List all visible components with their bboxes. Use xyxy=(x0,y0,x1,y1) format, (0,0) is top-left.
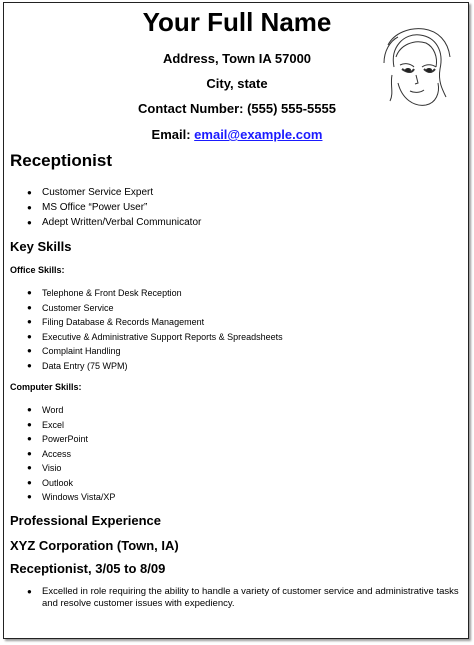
bullet-dot-icon: ● xyxy=(27,434,32,443)
bullet-dot-icon: ● xyxy=(27,477,32,487)
bullet-dot-icon: ● xyxy=(27,188,32,197)
bullet-dot-icon: ● xyxy=(27,419,32,429)
experience-bullet: Excelled in role requiring the ability to handle a variety of customer service and administrative tasks and resolve customer issues with expediency. xyxy=(42,586,459,609)
contact-number: Contact Number: (555) 555-5555 xyxy=(138,101,336,116)
bullet-dot-icon: ● xyxy=(27,302,32,312)
bullet-dot-icon: ● xyxy=(27,463,32,472)
bullet-dot-icon: ● xyxy=(27,203,32,212)
bullet-dot-icon: ● xyxy=(27,317,32,327)
bullet-dot-icon: ● xyxy=(27,288,32,297)
computer-skills-label: Computer Skills: xyxy=(10,382,82,392)
email-label: Email: xyxy=(151,127,191,142)
bullet-dot-icon: ● xyxy=(27,587,32,596)
resume-page: Your Full Name Address, Town IA 57000 City, state Contact Number: (555) 555-5555 Email: email@example.com Receptionist ● Customer Service Expert ● MS Office “Power User” ● Adept Written/Verbal Communicator Key Skills Office Skills: ● Telephone & Front Desk Reception ● Customer Service ● Filing Database & Records Management ● Executive & Administrative Support Reports & Spreadsheets ● Complaint Handling ● Data Entry (75 WPM) Computer Skills: ● Word ● Excel ● PowerPoint ● Access ● Visio ● Outlook ● Windows Vista/XP Professional Experience XYZ Corporation (Town, IA) Receptionist, 3/05 to 8/09 ● Excelled in role requiring the ability to handle a variety of customer service and administrative tasks and resolve customer issues with expediency. xyxy=(3,2,469,639)
address-line: Address, Town IA 57000 xyxy=(162,51,312,66)
experience-heading: Professional Experience xyxy=(10,513,162,528)
email-line xyxy=(4,127,470,142)
bullet-dot-icon: ● xyxy=(27,346,32,356)
full-name: Your Full Name xyxy=(142,7,332,37)
sketch-portrait-icon xyxy=(380,27,452,109)
office-skills-label: Office Skills: xyxy=(10,265,65,275)
company-line: XYZ Corporation (Town, IA) xyxy=(10,538,179,553)
role-line: Receptionist, 3/05 to 8/09 xyxy=(10,561,166,576)
bullet-dot-icon: ● xyxy=(27,492,32,501)
bullet-dot-icon: ● xyxy=(27,331,32,341)
bullet-dot-icon: ● xyxy=(27,448,32,458)
bullet-dot-icon: ● xyxy=(27,405,32,414)
bullet-dot-icon: ● xyxy=(27,218,32,227)
city-line: City, state xyxy=(206,76,268,91)
bullet-dot-icon: ● xyxy=(27,360,32,370)
key-skills-heading: Key Skills xyxy=(10,239,72,254)
email-link[interactable]: email@example.com xyxy=(194,127,323,142)
job-title: Receptionist xyxy=(10,151,113,170)
